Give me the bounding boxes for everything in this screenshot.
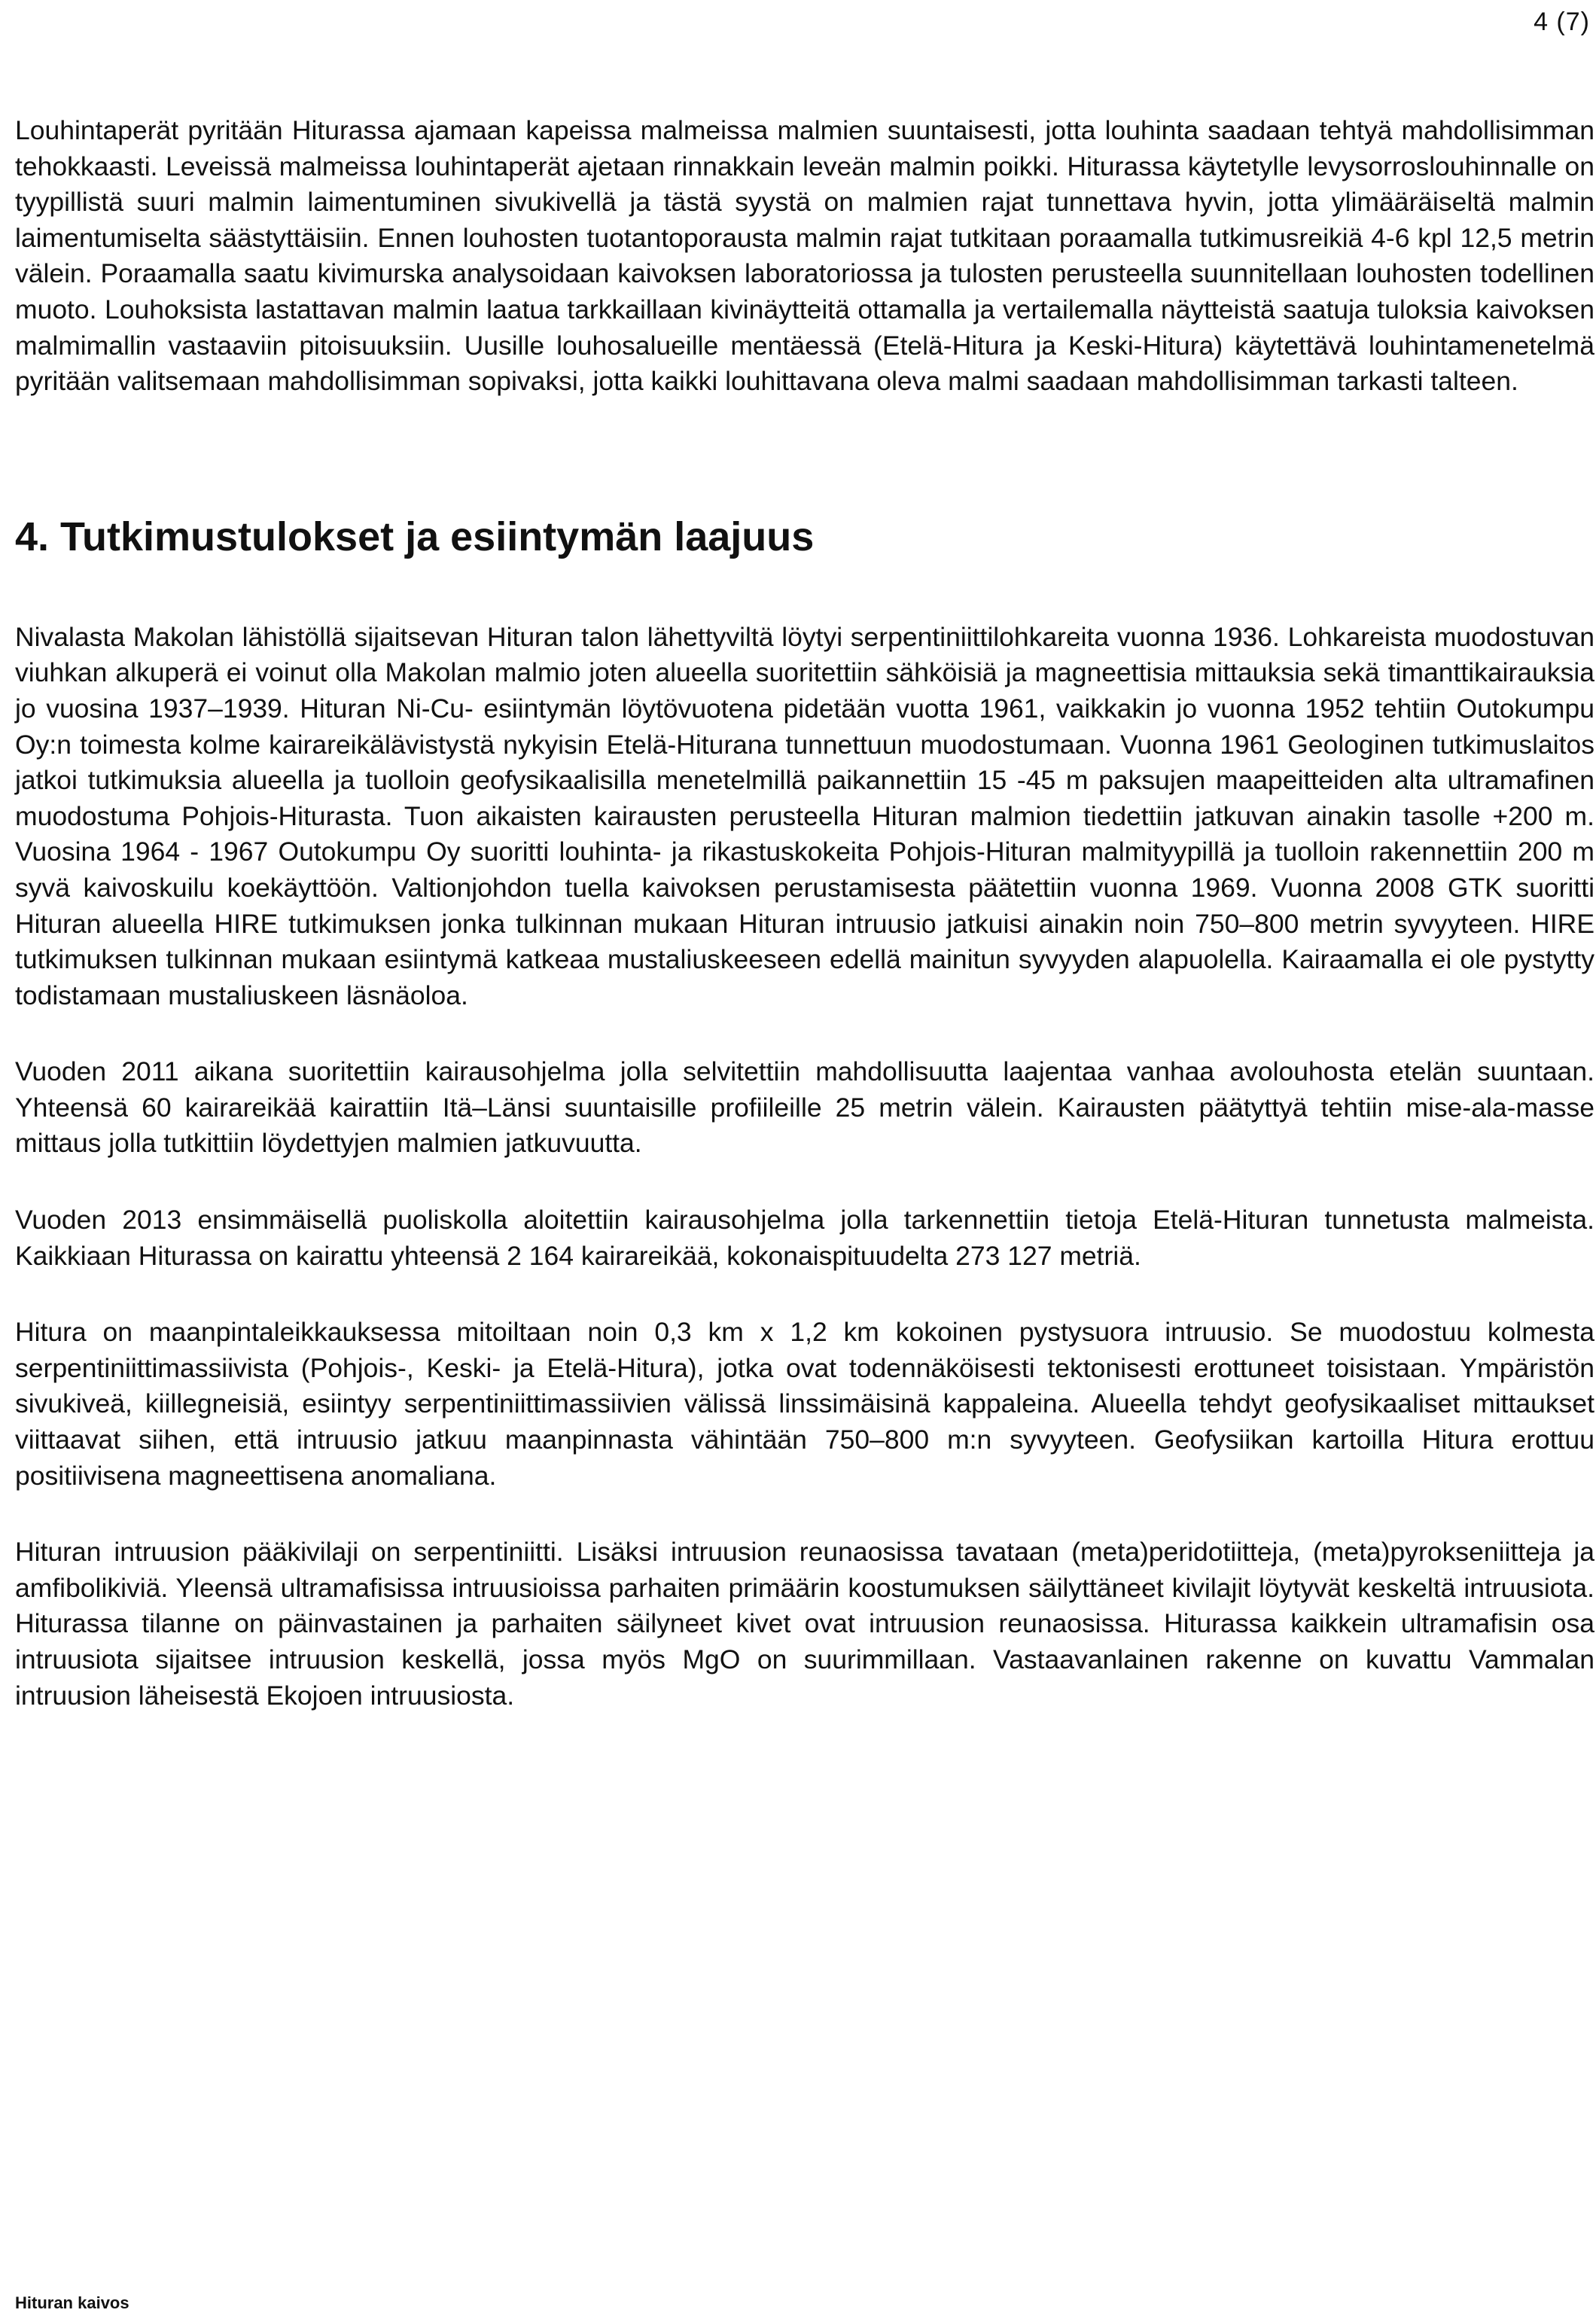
paragraph-discovery-history: Nivalasta Makolan lähistöllä sijaitsevan Hituran talon lähettyviltä löytyi serpentiniittilohkareita vuonna 1936. Lohkareista muodostuvan viuhkan alkuperä ei voinut olla Makolan malmio joten alueella suoritettiin sähköisiä ja magneettisia mittauksia sekä timanttikairauksia jo vuosina 1937–1939. Hituran Ni-Cu- esiintymän löytövuotena pidetään vuotta 1961, vaikkakin jo vuonna 1952 tehtiin Outokumpu Oy:n toimesta kolme kairareikälävistystä nykyisin Etelä-Hiturana tunnettuun muodostumaan. Vuonna 1961 Geologinen tutkimuslaitos jatkoi tutkimuksia alueella ja tuolloin geofysikaalisilla menetelmillä paikannettiin 15 -45 m paksujen maapeitteiden alta ultramafinen muodostuma Pohjois-Hiturasta. Tuon aikaisten kairausten perusteella Hituran malmion tiedettiin jatkuvan ainakin tasolle +200 m. Vuosina 1964 - 1967 Outokumpu Oy suoritti louhinta- ja rikastuskokeita Pohjois-Hituran malmityypillä ja tuolloin rakennettiin 200 m syvä kaivoskuilu koekäyttöön. Valtionjohdon tuella kaivoksen perustamisesta päätettiin vuonna 1969. Vuonna 2008 GTK suoritti Hituran alueella HIRE tutkimuksen jonka tulkinnan mukaan Hituran intruusio jatkuisi ainakin noin 750–800 metrin syvyyteen. HIRE tutkimuksen tulkinnan mukaan esiintymä katkeaa mustaliuskeeseen edellä mainitun syvyyden alapuolella. Kairaamalla ei ole pystytty todistamaan mustaliuskeen läsnäoloa. [15, 621, 1594, 1010]
section-heading: 4. Tutkimustulokset ja esiintymän laajuus [15, 513, 815, 559]
paragraph-drilling-2013: Vuoden 2013 ensimmäisellä puoliskolla aloitettiin kairausohjelma jolla tarkennettiin tietoja Etelä-Hituran tunnetusta malmeista. Kaikkiaan Hiturassa on kairattu yhteensä 2 164 kairareikää, kokonaispituudelta 273 127 metriä. [15, 1205, 1594, 1271]
page-footer: Hituran kaivos [15, 2293, 129, 2312]
paragraph-rock-types: Hituran intruusion pääkivilaji on serpentiniitti. Lisäksi intruusion reunaosissa tavataan (meta)peridotiitteja, (meta)pyrokseniitteja ja amfibolikiviä. Yleensä ultramafisissa intruusioissa parhaiten primäärin koostumuksen säilyttäneet kivilajit löytyvät keskeltä intruusiota. Hiturassa tilanne on päinvastainen ja parhaiten säilyneet kivet ovat intruusion reunaosissa. Hiturassa kaikkein ultramafisin osa intruusiota sijaitsee intruusion keskellä, jossa myös MgO on suurimmillaan. Vastaavanlainen rakenne on kuvattu Vammalan intruusion läheisestä Ekojoen intruusiosta. [15, 1537, 1594, 1711]
paragraph-intrusion-geometry: Hitura on maanpintaleikkauksessa mitoiltaan noin 0,3 km x 1,2 km kokoinen pystysuora intruusio. Se muodostuu kolmesta serpentiniittimassiivista (Pohjois-, Keski- ja Etelä-Hitura), jotka ovat todennäköisesti tektonisesti erottuneet toisistaan. Ympäristön sivukiveä, kiillegneisiä, esiintyy serpentiniittimassiivien välissä linssimäisinä kappaleina. Alueella tehdyt geofysikaaliset mittaukset viittaavat siihen, että intruusio jatkuu maanpinnasta vähintään 750–800 m:n syvyyteen. Geofysiikan kartoilla Hitura erottuu positiivisena magneettisena anomaliana. [15, 1317, 1594, 1491]
page-number: 4 (7) [1534, 8, 1590, 36]
paragraph-drilling-2011: Vuoden 2011 aikana suoritettiin kairausohjelma jolla selvitettiin mahdollisuutta laajentaa vanhaa avolouhosta etelän suuntaan. Yhteensä 60 kairareikää kairattiin Itä–Länsi suuntaisille profiileille 25 metrin välein. Kairausten päätyttyä tehtiin mise-ala-masse mittaus jolla tutkittiin löydettyjen malmien jatkuvuutta. [15, 1056, 1594, 1159]
intro-paragraph: Louhintaperät pyritään Hiturassa ajamaan kapeissa malmeissa malmien suuntaisesti, jotta louhinta saadaan tehtyä mahdollisimman tehokkaasti. Leveissä malmeissa louhintaperät ajetaan rinnakkain leveän malmin poikki. Hiturassa käytetylle levysorroslouhinnalle on tyypillistä suuri malmin laimentuminen sivukivellä ja tästä syystä on malmien rajat tunnettava hyvin, jotta ylimääräiseltä malmin laimentumiselta säästyttäisiin. Ennen louhosten tuotantoporausta malmin rajat tutkitaan poraamalla tutkimusreikiä 4-6 kpl 12,5 metrin välein. Poraamalla saatu kivimurska analysoidaan kaivoksen laboratoriossa ja tulosten perusteella suunnitellaan louhosten todellinen muoto. Louhoksista lastattavan malmin laatua tarkkaillaan kivinäytteitä ottamalla ja vertailemalla näytteistä saatuja tuloksia kaivoksen malmimallin vastaaviin pitoisuuksiin. Uusille louhosalueille mentäessä (Etelä-Hitura ja Keski-Hitura) käytettävä louhintamenetelmä pyritään valitsemaan mahdollisimman sopivaksi, jotta kaikki louhittavana oleva malmi saadaan mahdollisimman tarkasti talteen. [15, 115, 1594, 397]
document-body [15, 113, 1594, 1714]
